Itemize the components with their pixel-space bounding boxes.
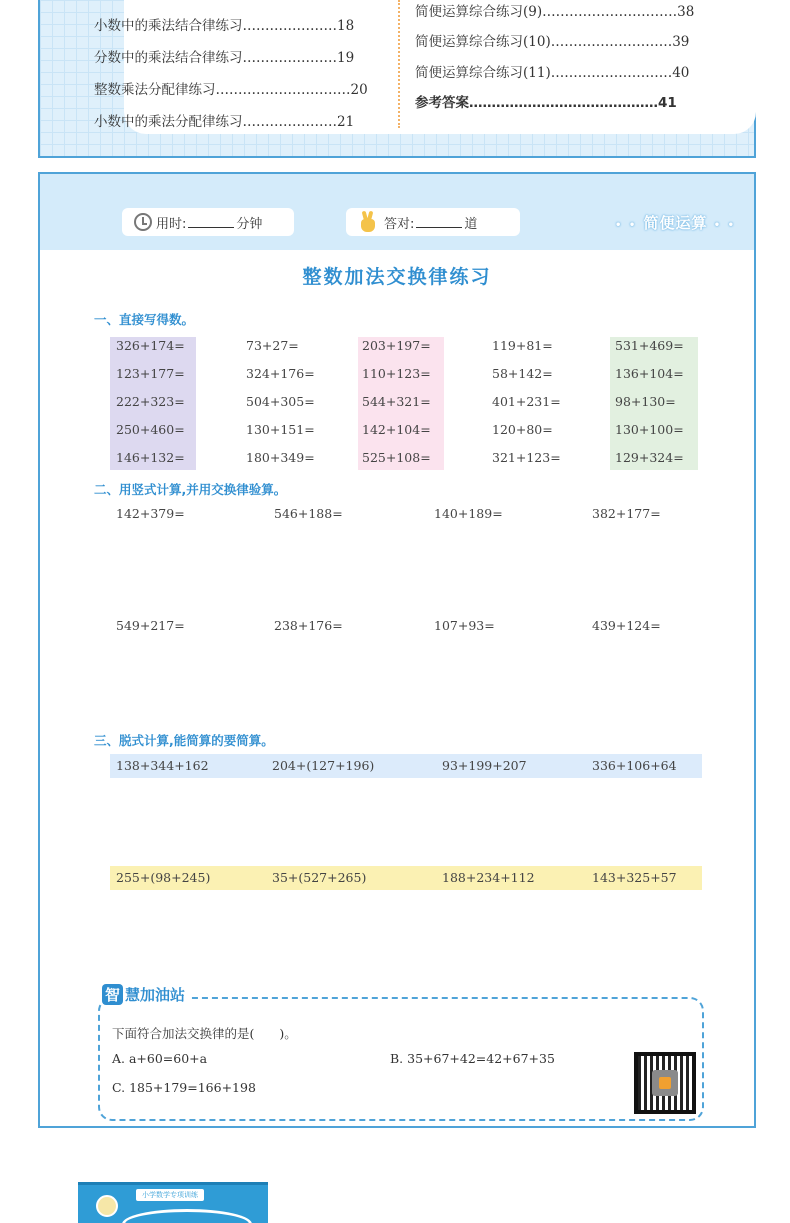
vertical-calc-problem[interactable]: 107+93= <box>434 618 495 633</box>
toc-divider <box>398 0 400 128</box>
toc-entry[interactable]: 简便运算综合练习(10)………………………39 <box>415 34 690 50</box>
vertical-calc-problem[interactable]: 140+189= <box>434 506 503 521</box>
correct-blank[interactable] <box>416 216 462 228</box>
expression-problem[interactable]: 138+344+162 <box>116 758 209 773</box>
expression-problem[interactable]: 93+199+207 <box>442 758 527 773</box>
problem-item[interactable]: 58+142= <box>492 366 553 381</box>
tips-option-c[interactable]: C. 185+179=166+198 <box>112 1080 256 1095</box>
section-2-heading: 二、用竖式计算,并用交换律验算。 <box>94 482 287 497</box>
problem-item[interactable]: 203+197= <box>362 338 431 353</box>
victory-hand-icon <box>358 211 378 233</box>
toc-entry[interactable]: 小数中的乘法分配律练习…………………21 <box>94 114 355 130</box>
problem-item[interactable]: 98+130= <box>615 394 676 409</box>
page-title: 整数加法交换律练习 <box>302 266 492 288</box>
dots-decoration: • • <box>713 220 736 231</box>
problem-item[interactable]: 120+80= <box>492 422 553 437</box>
expression-problem[interactable]: 204+(127+196) <box>272 758 375 773</box>
section-3-heading: 三、脱式计算,能简算的要简算。 <box>94 733 274 748</box>
expression-problem[interactable]: 255+(98+245) <box>116 870 211 885</box>
toc-entry[interactable]: 简便运算综合练习(11)………………………40 <box>415 65 690 81</box>
toc-entry[interactable]: 分数中的乘法结合律练习…………………19 <box>94 50 355 66</box>
book-logo-icon <box>96 1195 118 1217</box>
toc-entry-answers[interactable]: 参考答案……………………………………41 <box>415 95 677 111</box>
problem-item[interactable]: 130+100= <box>615 422 684 437</box>
vertical-calc-problem[interactable]: 546+188= <box>274 506 343 521</box>
vertical-calc-problem[interactable]: 439+124= <box>592 618 661 633</box>
correct-unit: 道 <box>464 216 478 232</box>
toc-entry[interactable]: 简便运算综合练习(9)…………………………38 <box>415 4 695 20</box>
toc-entry[interactable]: 小数中的乘法结合律练习…………………18 <box>94 18 355 34</box>
problem-item[interactable]: 531+469= <box>615 338 684 353</box>
problem-item[interactable]: 119+81= <box>492 338 553 353</box>
problem-item[interactable]: 146+132= <box>116 450 185 465</box>
vertical-calc-problem[interactable]: 142+379= <box>116 506 185 521</box>
time-label: 用时: <box>156 216 187 232</box>
expression-problem[interactable]: 188+234+112 <box>442 870 535 885</box>
problem-item[interactable]: 130+151= <box>246 422 315 437</box>
problem-item[interactable]: 180+349= <box>246 450 315 465</box>
dots-decoration: • • <box>614 220 638 231</box>
time-field <box>122 208 294 236</box>
problem-item[interactable]: 222+323= <box>116 394 185 409</box>
vertical-calc-problem[interactable]: 549+217= <box>116 618 185 633</box>
topic-tag <box>615 212 736 233</box>
clock-icon <box>134 213 152 231</box>
expression-problem[interactable]: 143+325+57 <box>592 870 677 885</box>
worksheet <box>38 172 756 1128</box>
time-unit: 分钟 <box>236 216 263 232</box>
section-1-heading: 一、直接写得数。 <box>94 312 195 327</box>
problem-item[interactable]: 544+321= <box>362 394 431 409</box>
book-cover-thumbnail <box>78 1182 268 1223</box>
problem-item[interactable]: 73+27= <box>246 338 299 353</box>
tips-option-b[interactable]: B. 35+67+42=42+67+35 <box>390 1051 555 1066</box>
worksheet-header <box>40 174 754 250</box>
qr-code-icon[interactable] <box>634 1052 696 1114</box>
problem-item[interactable]: 110+123= <box>362 366 431 381</box>
problem-item[interactable]: 123+177= <box>116 366 185 381</box>
tips-option-a[interactable]: A. a+60=60+a <box>112 1051 208 1066</box>
problem-item[interactable]: 129+324= <box>615 450 684 465</box>
tips-question: 下面符合加法交换律的是( )。 <box>112 1026 297 1041</box>
topic-tag-text: 简便运算 <box>643 214 708 232</box>
correct-field <box>346 208 520 236</box>
book-arc-decoration <box>122 1209 252 1223</box>
problem-item[interactable]: 250+460= <box>116 422 185 437</box>
book-title: 小学数学专项训练 <box>136 1189 204 1201</box>
vertical-calc-problem[interactable]: 238+176= <box>274 618 343 633</box>
toc-entry[interactable]: 整数乘法分配律练习…………………………20 <box>94 82 368 98</box>
correct-label: 答对: <box>384 216 415 232</box>
problem-item[interactable]: 136+104= <box>615 366 684 381</box>
problem-item[interactable]: 326+174= <box>116 338 185 353</box>
time-blank[interactable] <box>188 216 234 228</box>
expression-problem[interactable]: 35+(527+265) <box>272 870 367 885</box>
problem-item[interactable]: 142+104= <box>362 422 431 437</box>
tips-label-badge: 智 <box>102 984 123 1005</box>
problem-item[interactable]: 504+305= <box>246 394 315 409</box>
tips-label <box>102 984 189 1005</box>
problem-item[interactable]: 525+108= <box>362 450 431 465</box>
problem-item[interactable]: 321+123= <box>492 450 561 465</box>
problem-item[interactable]: 324+176= <box>246 366 315 381</box>
tips-label-text: 慧加油站 <box>125 986 186 1004</box>
vertical-calc-problem[interactable]: 382+177= <box>592 506 661 521</box>
problem-item[interactable]: 401+231= <box>492 394 561 409</box>
expression-problem[interactable]: 336+106+64 <box>592 758 677 773</box>
